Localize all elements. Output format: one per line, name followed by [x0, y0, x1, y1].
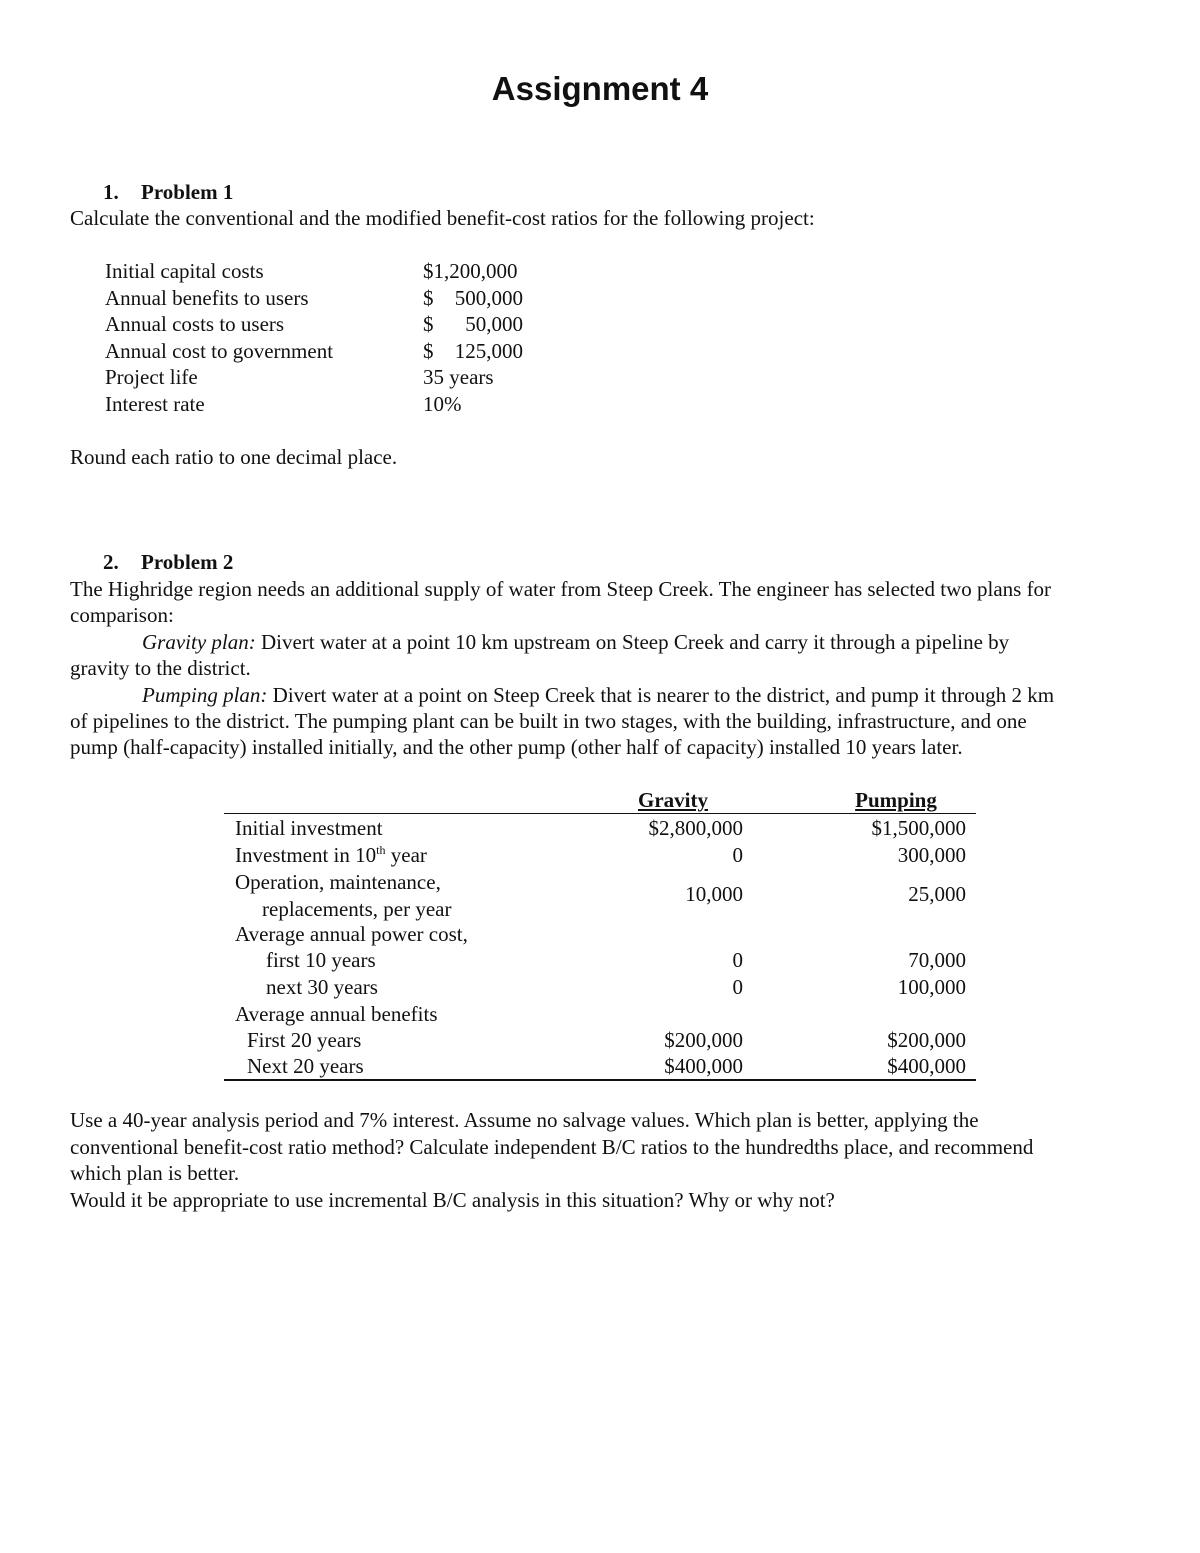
col-header-pumping: Pumping: [855, 788, 937, 812]
label-part: Investment in 10: [235, 843, 377, 867]
question-text: which plan is better.: [70, 1161, 240, 1185]
problem1-note: Round each ratio to one decimal place.: [70, 445, 398, 469]
pumping-value: $400,000: [887, 1054, 966, 1078]
p1-item-value: 35 years: [423, 365, 494, 389]
table-row-label: [235, 842, 427, 868]
dollar-sign: $: [423, 312, 434, 336]
table-row-label: next 30 years: [266, 975, 378, 999]
pumping-value: 70,000: [908, 948, 966, 972]
gravity-plan-text-cont: gravity to the district.: [70, 656, 251, 680]
pumping-value: $1,500,000: [871, 816, 966, 840]
question-text: Use a 40-year analysis period and 7% interest. Assume no salvage values. Which plan is better, applying the: [70, 1108, 979, 1132]
amount: 50,000: [465, 312, 523, 336]
table-row-label: Operation, maintenance,: [235, 870, 441, 894]
gravity-value: $2,800,000: [648, 816, 743, 840]
gravity-value: 0: [732, 948, 743, 972]
table-row-label: first 10 years: [266, 948, 376, 972]
question-text: conventional benefit-cost ratio method? Calculate independent B/C ratios to the hundredths place, and recommend: [70, 1135, 1034, 1159]
gravity-plan-text: Divert water at a point 10 km upstream on Steep Creek and carry it through a pipeline by: [255, 630, 1010, 654]
gravity-value: $400,000: [664, 1054, 743, 1078]
p1-item-label: Annual benefits to users: [105, 286, 309, 310]
problem1-number: 1.: [103, 180, 119, 204]
gravity-value: 10,000: [685, 882, 743, 906]
pumping-plan-label: Pumping plan:: [142, 683, 268, 707]
gravity-plan-line: [142, 629, 1009, 655]
p1-item-value: [423, 285, 523, 311]
table-row-label: Next 20 years: [247, 1054, 364, 1078]
table-row-label-cont: replacements, per year: [262, 897, 452, 921]
question-text: Would it be appropriate to use incremental B/C analysis in this situation? Why or why not?: [70, 1188, 835, 1212]
p1-item-value: [423, 311, 523, 337]
gravity-value: 0: [732, 843, 743, 867]
gravity-value: 0: [732, 975, 743, 999]
table-bottom-rule: [224, 1079, 976, 1081]
dollar-sign: $: [423, 286, 434, 310]
gravity-plan-label: Gravity plan:: [142, 630, 256, 654]
p1-item-label: Project life: [105, 365, 198, 389]
problem2-heading: Problem 2: [141, 550, 234, 574]
p1-item-label: Annual costs to users: [105, 312, 285, 336]
problem1-intro: Calculate the conventional and the modified benefit-cost ratios for the following project:: [70, 206, 815, 230]
pumping-value: 100,000: [897, 975, 966, 999]
pumping-plan-text: Divert water at a point on Steep Creek that is nearer to the district, and pump it through 2 km: [267, 683, 1055, 707]
problem1-heading: Problem 1: [141, 180, 234, 204]
p1-item-label: Interest rate: [105, 392, 205, 416]
p1-item-value: [423, 338, 523, 364]
p1-item-value: $1,200,000: [423, 259, 518, 283]
p1-item-label: Annual cost to government: [105, 339, 334, 363]
p1-item-label: Initial capital costs: [105, 259, 264, 283]
table-group-label: Average annual power cost,: [235, 922, 468, 946]
pumping-plan-text-cont: of pipelines to the district. The pumping plant can be built in two stages, with the building, infrastructure, and one: [70, 709, 1027, 733]
page-title: Assignment 4: [491, 70, 709, 107]
problem2-intro: The Highridge region needs an additional supply of water from Steep Creek. The engineer has selected two plans for comparison:: [70, 577, 1052, 627]
pumping-value: 300,000: [897, 843, 966, 867]
p1-item-value: 10%: [423, 392, 462, 416]
pumping-plan-line: [142, 682, 1054, 708]
amount: 125,000: [454, 339, 523, 363]
col-header-gravity: Gravity: [638, 788, 708, 812]
amount: 500,000: [454, 286, 523, 310]
gravity-value: $200,000: [664, 1028, 743, 1052]
pumping-value: 25,000: [908, 882, 966, 906]
table-group-label: Average annual benefits: [235, 1002, 438, 1026]
table-top-rule: [224, 813, 976, 814]
table-row-label: Initial investment: [235, 816, 383, 840]
pumping-value: $200,000: [887, 1028, 966, 1052]
label-superscript: th: [376, 843, 386, 857]
label-part: year: [385, 843, 427, 867]
table-row-label: First 20 years: [247, 1028, 362, 1052]
problem2-number: 2.: [103, 550, 119, 574]
pumping-plan-text-cont: pump (half-capacity) installed initially, and the other pump (other half of capacity) installed 10 years later.: [70, 735, 963, 759]
dollar-sign: $: [423, 339, 434, 363]
